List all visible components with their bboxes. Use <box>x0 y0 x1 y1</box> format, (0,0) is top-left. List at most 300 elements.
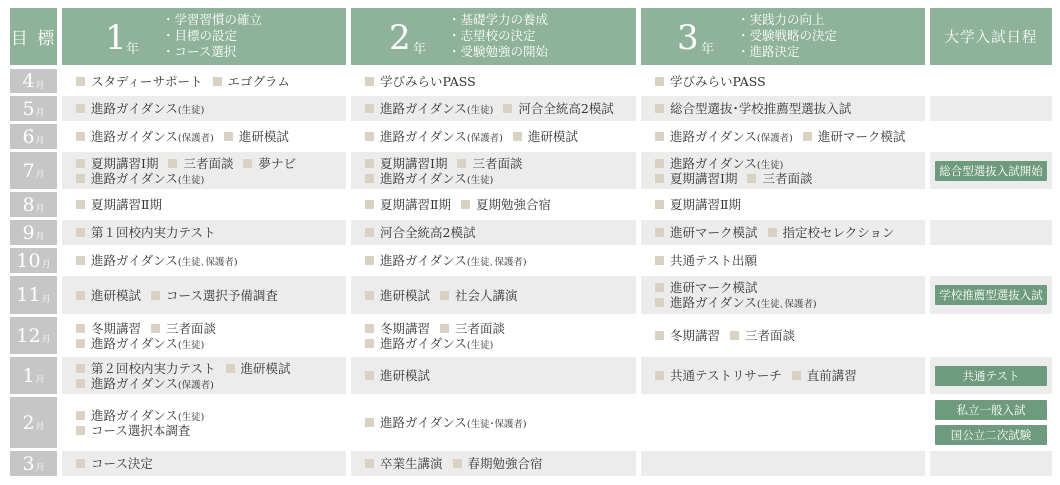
year2-goal: ・受験勉強の開始 <box>448 44 549 59</box>
event-item: 進路ガイダンス <box>91 101 178 116</box>
month-label <box>10 220 57 245</box>
event-line <box>76 156 296 171</box>
event-line <box>365 253 527 270</box>
y1-month-12-cell <box>62 317 346 354</box>
event-item-note: (生徒) <box>177 105 205 116</box>
event-item-note: (生徒) <box>466 174 494 186</box>
month-number: 9 <box>22 221 35 244</box>
y2-month-10-cell <box>351 248 636 273</box>
event-item: 夏期勉強合宿 <box>476 197 552 212</box>
event-bullet-icon <box>76 324 85 333</box>
y1-month-8-cell <box>62 192 346 217</box>
year1-goal: ・目標の設定 <box>162 28 238 43</box>
event-bullet-icon <box>224 132 233 141</box>
goal-header-cell <box>10 8 57 65</box>
month-label <box>10 397 57 448</box>
event-bullet-icon <box>365 77 374 86</box>
year3-goals <box>737 12 837 60</box>
y3-month-2-cell <box>641 397 925 448</box>
exam-event-badge: 国公立二次試験 <box>935 425 1047 445</box>
year1-header <box>62 8 346 65</box>
event-item: 三者面談 <box>166 320 217 336</box>
event-bullet-icon <box>655 174 664 183</box>
exam-month-3-cell <box>930 451 1052 476</box>
event-bullet-icon <box>365 459 374 468</box>
event-line <box>76 376 214 393</box>
event-item-note: (保護者) <box>177 379 214 391</box>
month-cell <box>10 69 57 93</box>
event-item: エゴグラム <box>227 73 290 89</box>
month-suffix: 月 <box>35 108 45 118</box>
event-bullet-icon <box>226 364 235 373</box>
event-line <box>76 336 204 353</box>
event-line <box>365 368 430 383</box>
event-item: 指定校セレクション <box>782 225 895 240</box>
y2-month-9-cell <box>351 220 636 245</box>
event-item: 進路ガイダンス <box>380 415 467 430</box>
event-item: 卒業生講演 <box>380 456 443 471</box>
event-line <box>655 368 857 383</box>
month-cell <box>10 192 57 217</box>
event-item: 第１回校内実力テスト <box>91 225 216 240</box>
event-item: 冬期講習 <box>670 328 721 343</box>
event-bullet-icon <box>243 159 252 168</box>
event-line <box>76 129 289 146</box>
month-label <box>10 451 57 476</box>
month-cell <box>10 276 57 314</box>
event-bullet-icon <box>76 256 85 265</box>
event-item: 夏期講習Ⅱ期 <box>380 197 451 212</box>
event-line <box>76 288 278 303</box>
y1-month-3-cell <box>62 451 346 476</box>
event-line <box>365 74 476 89</box>
month-number: 8 <box>22 193 35 216</box>
month-cell <box>10 397 57 448</box>
event-item-note: (生徒､保護者) <box>756 299 817 310</box>
event-bullet-icon <box>168 159 177 168</box>
event-bullet-icon <box>76 339 85 348</box>
event-bullet-icon <box>76 379 85 388</box>
y1-month-9-cell <box>62 220 346 245</box>
y3-month-7-cell <box>641 152 925 189</box>
event-item: 進路ガイダンス <box>670 295 757 310</box>
month-suffix: 月 <box>35 232 45 242</box>
event-item-note: (保護者) <box>466 133 503 144</box>
exam-month-8-cell <box>930 192 1052 217</box>
event-item: 進路ガイダンス <box>91 129 178 144</box>
month-number: 10 <box>16 249 41 272</box>
event-item: 進研模試 <box>238 129 289 144</box>
event-item: 夢ナビ <box>258 155 296 171</box>
y2-month-6-cell <box>351 124 636 149</box>
event-item: 進路ガイダンス <box>91 253 178 268</box>
event-line <box>655 295 817 312</box>
event-bullet-icon <box>365 371 374 380</box>
event-item: 三者面談 <box>745 328 796 343</box>
event-line <box>655 129 905 146</box>
month-number: 6 <box>22 125 35 148</box>
event-item: 進路ガイダンス <box>670 129 757 144</box>
exam-month-5-cell <box>930 96 1052 121</box>
exam-month-10-cell <box>930 248 1052 273</box>
y3-month-3-cell <box>641 451 925 476</box>
year3-goal: ・受験戦略の決定 <box>737 28 838 43</box>
event-bullet-icon <box>513 132 522 141</box>
month-cell <box>10 317 57 354</box>
exam-month-2-cell <box>930 397 1052 448</box>
event-bullet-icon <box>503 104 512 113</box>
event-line <box>365 321 505 336</box>
event-line <box>655 171 812 186</box>
event-line <box>655 328 795 343</box>
event-line <box>655 253 757 268</box>
event-item: 共通テスト出願 <box>670 253 758 268</box>
event-item: 進研マーク模試 <box>670 225 758 240</box>
y1-month-1-cell <box>62 357 346 394</box>
event-item: コース選択予備調査 <box>166 287 278 303</box>
event-item: 進路ガイダンス <box>91 375 178 391</box>
event-bullet-icon <box>365 104 374 113</box>
event-item: 三者面談 <box>762 170 813 186</box>
event-line <box>365 129 578 146</box>
event-bullet-icon <box>655 283 664 292</box>
month-suffix: 月 <box>35 170 45 180</box>
year3-goal: ・実践力の向上 <box>737 12 825 27</box>
event-line <box>365 336 493 353</box>
event-line <box>76 253 238 270</box>
y3-month-10-cell <box>641 248 925 273</box>
y3-month-11-cell <box>641 276 925 314</box>
event-bullet-icon <box>213 77 222 86</box>
event-bullet-icon <box>151 324 160 333</box>
event-bullet-icon <box>803 132 812 141</box>
year1-goals <box>162 12 262 60</box>
event-line <box>76 74 290 89</box>
event-bullet-icon <box>76 228 85 237</box>
month-suffix: 月 <box>35 422 45 432</box>
event-item-note: (生徒･保護者) <box>466 419 527 430</box>
event-bullet-icon <box>730 331 739 340</box>
event-bullet-icon <box>76 77 85 86</box>
exam-month-11-cell <box>930 276 1052 314</box>
y1-month-10-cell <box>62 248 346 273</box>
event-item: 三者面談 <box>472 155 523 171</box>
month-cell <box>10 152 57 189</box>
event-bullet-icon <box>365 228 374 237</box>
y2-month-1-cell <box>351 357 636 394</box>
event-bullet-icon <box>655 256 664 265</box>
event-line <box>76 101 204 118</box>
event-item: 春期勉強合宿 <box>467 456 543 471</box>
event-item: 河合全統高2模試 <box>518 101 614 116</box>
event-bullet-icon <box>655 159 664 168</box>
event-item: 進研マーク模試 <box>670 280 758 295</box>
month-number: 7 <box>22 159 35 182</box>
event-line <box>76 197 162 212</box>
y2-month-12-cell <box>351 317 636 354</box>
month-label <box>10 96 57 121</box>
event-bullet-icon <box>655 331 664 340</box>
month-label <box>10 248 57 273</box>
event-line <box>76 423 190 438</box>
exam-schedule-header-label: 大学入試日程 <box>944 30 1038 46</box>
event-line <box>365 156 522 171</box>
year1-goal: ・学習習慣の確立 <box>162 12 263 27</box>
event-bullet-icon <box>365 339 374 348</box>
event-bullet-icon <box>655 77 664 86</box>
event-item: 共通テストリサーチ <box>670 368 782 383</box>
year2-suffix: 年 <box>413 42 427 57</box>
y2-month-3-cell <box>351 451 636 476</box>
exam-event-badge: 学校推薦型選抜入試 <box>935 285 1047 305</box>
event-bullet-icon <box>76 411 85 420</box>
event-bullet-icon <box>365 159 374 168</box>
event-item: 学びみらいPASS <box>670 73 766 89</box>
event-item-note: (保護者) <box>177 133 214 144</box>
year2-goals <box>448 12 548 60</box>
event-bullet-icon <box>151 291 160 300</box>
event-item: 河合全統高2模試 <box>380 225 476 240</box>
month-number: 5 <box>22 97 35 120</box>
event-bullet-icon <box>453 459 462 468</box>
event-item: 夏期講習Ⅱ期 <box>91 197 162 212</box>
event-item: 総合型選抜･学校推薦型選抜入試 <box>670 101 852 116</box>
year2-number: 2 <box>389 18 411 58</box>
month-cell <box>10 451 57 476</box>
event-item: 進研マーク模試 <box>817 129 906 144</box>
month-cell <box>10 124 57 149</box>
event-line <box>76 456 153 471</box>
y2-month-7-cell <box>351 152 636 189</box>
month-label <box>10 276 57 314</box>
month-number: 11 <box>16 284 41 306</box>
month-suffix: 月 <box>41 294 51 305</box>
event-bullet-icon <box>365 174 374 183</box>
event-item: 進路ガイダンス <box>380 335 467 351</box>
exam-month-6-cell <box>930 124 1052 149</box>
event-bullet-icon <box>792 371 801 380</box>
event-item: 夏期講習Ⅰ期 <box>670 170 738 186</box>
event-line <box>365 101 614 118</box>
event-item: 進路ガイダンス <box>380 129 467 144</box>
month-suffix: 月 <box>41 260 51 270</box>
month-label <box>10 192 57 217</box>
event-line <box>365 415 527 432</box>
y1-month-2-cell <box>62 397 346 448</box>
exam-month-1-cell <box>930 357 1052 394</box>
event-item: 三者面談 <box>455 320 506 336</box>
event-line <box>655 74 766 89</box>
event-item-note: (生徒､保護者) <box>466 257 527 268</box>
event-bullet-icon <box>76 174 85 183</box>
event-bullet-icon <box>440 291 449 300</box>
month-cell <box>10 357 57 394</box>
event-item-note: (生徒) <box>177 339 205 351</box>
event-bullet-icon <box>365 132 374 141</box>
event-line <box>655 225 895 240</box>
month-cell <box>10 96 57 121</box>
event-bullet-icon <box>655 200 664 209</box>
year3-goal: ・進路決定 <box>737 44 800 59</box>
y1-month-7-cell <box>62 152 346 189</box>
year1-number: 1 <box>105 18 127 58</box>
y3-month-12-cell <box>641 317 925 354</box>
event-item-note: (保護者) <box>756 133 793 144</box>
event-bullet-icon <box>768 228 777 237</box>
event-bullet-icon <box>365 324 374 333</box>
event-item-note: (生徒) <box>466 105 494 116</box>
event-item: 進路ガイダンス <box>380 101 467 116</box>
event-item-note: (生徒) <box>756 159 784 171</box>
event-item: 進路ガイダンス <box>670 155 757 171</box>
event-item: 進研模試 <box>380 287 431 303</box>
event-bullet-icon <box>461 200 470 209</box>
event-bullet-icon <box>655 371 664 380</box>
event-bullet-icon <box>76 200 85 209</box>
event-item: 冬期講習 <box>91 320 142 336</box>
month-label <box>10 357 57 394</box>
event-bullet-icon <box>365 200 374 209</box>
exam-month-12-cell <box>930 317 1052 354</box>
event-item: 学びみらいPASS <box>380 73 476 89</box>
event-bullet-icon <box>457 159 466 168</box>
event-item: 進研模試 <box>380 368 431 383</box>
event-item: 進研模試 <box>527 129 578 144</box>
event-bullet-icon <box>76 104 85 113</box>
y2-month-5-cell <box>351 96 636 121</box>
y3-month-1-cell <box>641 357 925 394</box>
month-number: 12 <box>16 324 41 347</box>
exam-event-badge: 私立一般入試 <box>935 400 1047 420</box>
month-cell <box>10 248 57 273</box>
month-cell <box>10 220 57 245</box>
year3-number: 3 <box>677 18 699 58</box>
y1-month-4-cell <box>62 69 346 93</box>
event-bullet-icon <box>76 364 85 373</box>
event-item: 進路ガイダンス <box>91 335 178 351</box>
event-item: 進路ガイダンス <box>380 170 467 186</box>
event-bullet-icon <box>76 132 85 141</box>
event-bullet-icon <box>365 291 374 300</box>
event-item: 夏期講習Ⅱ期 <box>670 197 741 212</box>
year3-suffix: 年 <box>701 42 715 57</box>
event-item-note: (生徒) <box>177 174 205 186</box>
event-item-note: (生徒､保護者) <box>177 257 238 268</box>
event-bullet-icon <box>747 174 756 183</box>
exam-month-4-cell <box>930 69 1052 93</box>
event-line <box>655 197 741 212</box>
month-number: 4 <box>22 70 35 92</box>
event-line <box>76 225 216 240</box>
y3-month-4-cell <box>641 69 925 93</box>
y1-month-5-cell <box>62 96 346 121</box>
event-line <box>76 171 204 188</box>
month-label <box>10 152 57 189</box>
year1-suffix: 年 <box>126 42 140 57</box>
event-item: 第２回校内実力テスト <box>91 360 216 376</box>
event-item: 夏期講習Ⅰ期 <box>91 155 159 171</box>
month-number: 1 <box>22 364 35 387</box>
y3-month-5-cell <box>641 96 925 121</box>
month-label <box>10 317 57 354</box>
event-bullet-icon <box>440 324 449 333</box>
event-item: 社会人講演 <box>455 287 518 303</box>
month-number: 2 <box>22 411 35 434</box>
y2-month-2-cell <box>351 397 636 448</box>
event-item: 進研模試 <box>240 360 291 376</box>
y1-month-6-cell <box>62 124 346 149</box>
year3-header <box>641 8 925 65</box>
event-item-note: (生徒) <box>466 339 494 351</box>
event-item: コース選択本調査 <box>91 422 191 438</box>
event-line <box>365 456 543 471</box>
exam-month-7-cell <box>930 152 1052 189</box>
exam-event-badge: 総合型選抜入試開始 <box>935 161 1047 181</box>
event-item: 進路ガイダンス <box>91 407 178 423</box>
event-bullet-icon <box>655 132 664 141</box>
event-bullet-icon <box>655 228 664 237</box>
year2-goal: ・基礎学力の養成 <box>448 12 549 27</box>
year1-goal: ・コース選択 <box>162 44 237 59</box>
event-line <box>655 280 758 295</box>
event-line <box>655 101 851 116</box>
y2-month-11-cell <box>351 276 636 314</box>
event-item: 直前講習 <box>806 368 857 383</box>
month-suffix: 月 <box>35 463 45 473</box>
month-suffix: 月 <box>35 375 45 385</box>
month-suffix: 月 <box>35 136 45 146</box>
year2-header <box>351 8 636 65</box>
exam-schedule-header <box>930 8 1052 65</box>
event-item: 進路ガイダンス <box>91 170 178 186</box>
month-suffix: 月 <box>35 204 45 214</box>
exam-event-badge: 共通テスト <box>935 366 1047 386</box>
event-bullet-icon <box>365 256 374 265</box>
y3-month-6-cell <box>641 124 925 149</box>
event-item: 三者面談 <box>183 155 234 171</box>
month-suffix: 月 <box>35 80 45 91</box>
event-bullet-icon <box>655 298 664 307</box>
event-bullet-icon <box>365 418 374 427</box>
month-label <box>10 124 57 149</box>
event-bullet-icon <box>76 291 85 300</box>
y1-month-11-cell <box>62 276 346 314</box>
month-suffix: 月 <box>41 335 51 345</box>
month-label <box>10 69 57 93</box>
event-bullet-icon <box>76 159 85 168</box>
month-number: 3 <box>22 452 35 475</box>
event-line <box>76 361 291 376</box>
event-bullet-icon <box>655 104 664 113</box>
event-item-note: (生徒) <box>177 411 205 423</box>
event-item: スタディーサポート <box>91 73 203 89</box>
event-line <box>365 171 493 188</box>
goal-header-label: 目 標 <box>10 29 57 49</box>
y3-month-8-cell <box>641 192 925 217</box>
event-bullet-icon <box>76 459 85 468</box>
y3-month-9-cell <box>641 220 925 245</box>
event-line <box>365 225 475 240</box>
event-item: コース決定 <box>91 456 153 471</box>
year2-goal: ・志望校の決定 <box>448 28 536 43</box>
event-item: 夏期講習Ⅰ期 <box>380 155 448 171</box>
y2-month-4-cell <box>351 69 636 93</box>
event-item: 進路ガイダンス <box>380 253 467 268</box>
event-line <box>365 197 551 212</box>
y2-month-8-cell <box>351 192 636 217</box>
event-item: 進研模試 <box>91 287 142 303</box>
exam-month-9-cell <box>930 220 1052 245</box>
